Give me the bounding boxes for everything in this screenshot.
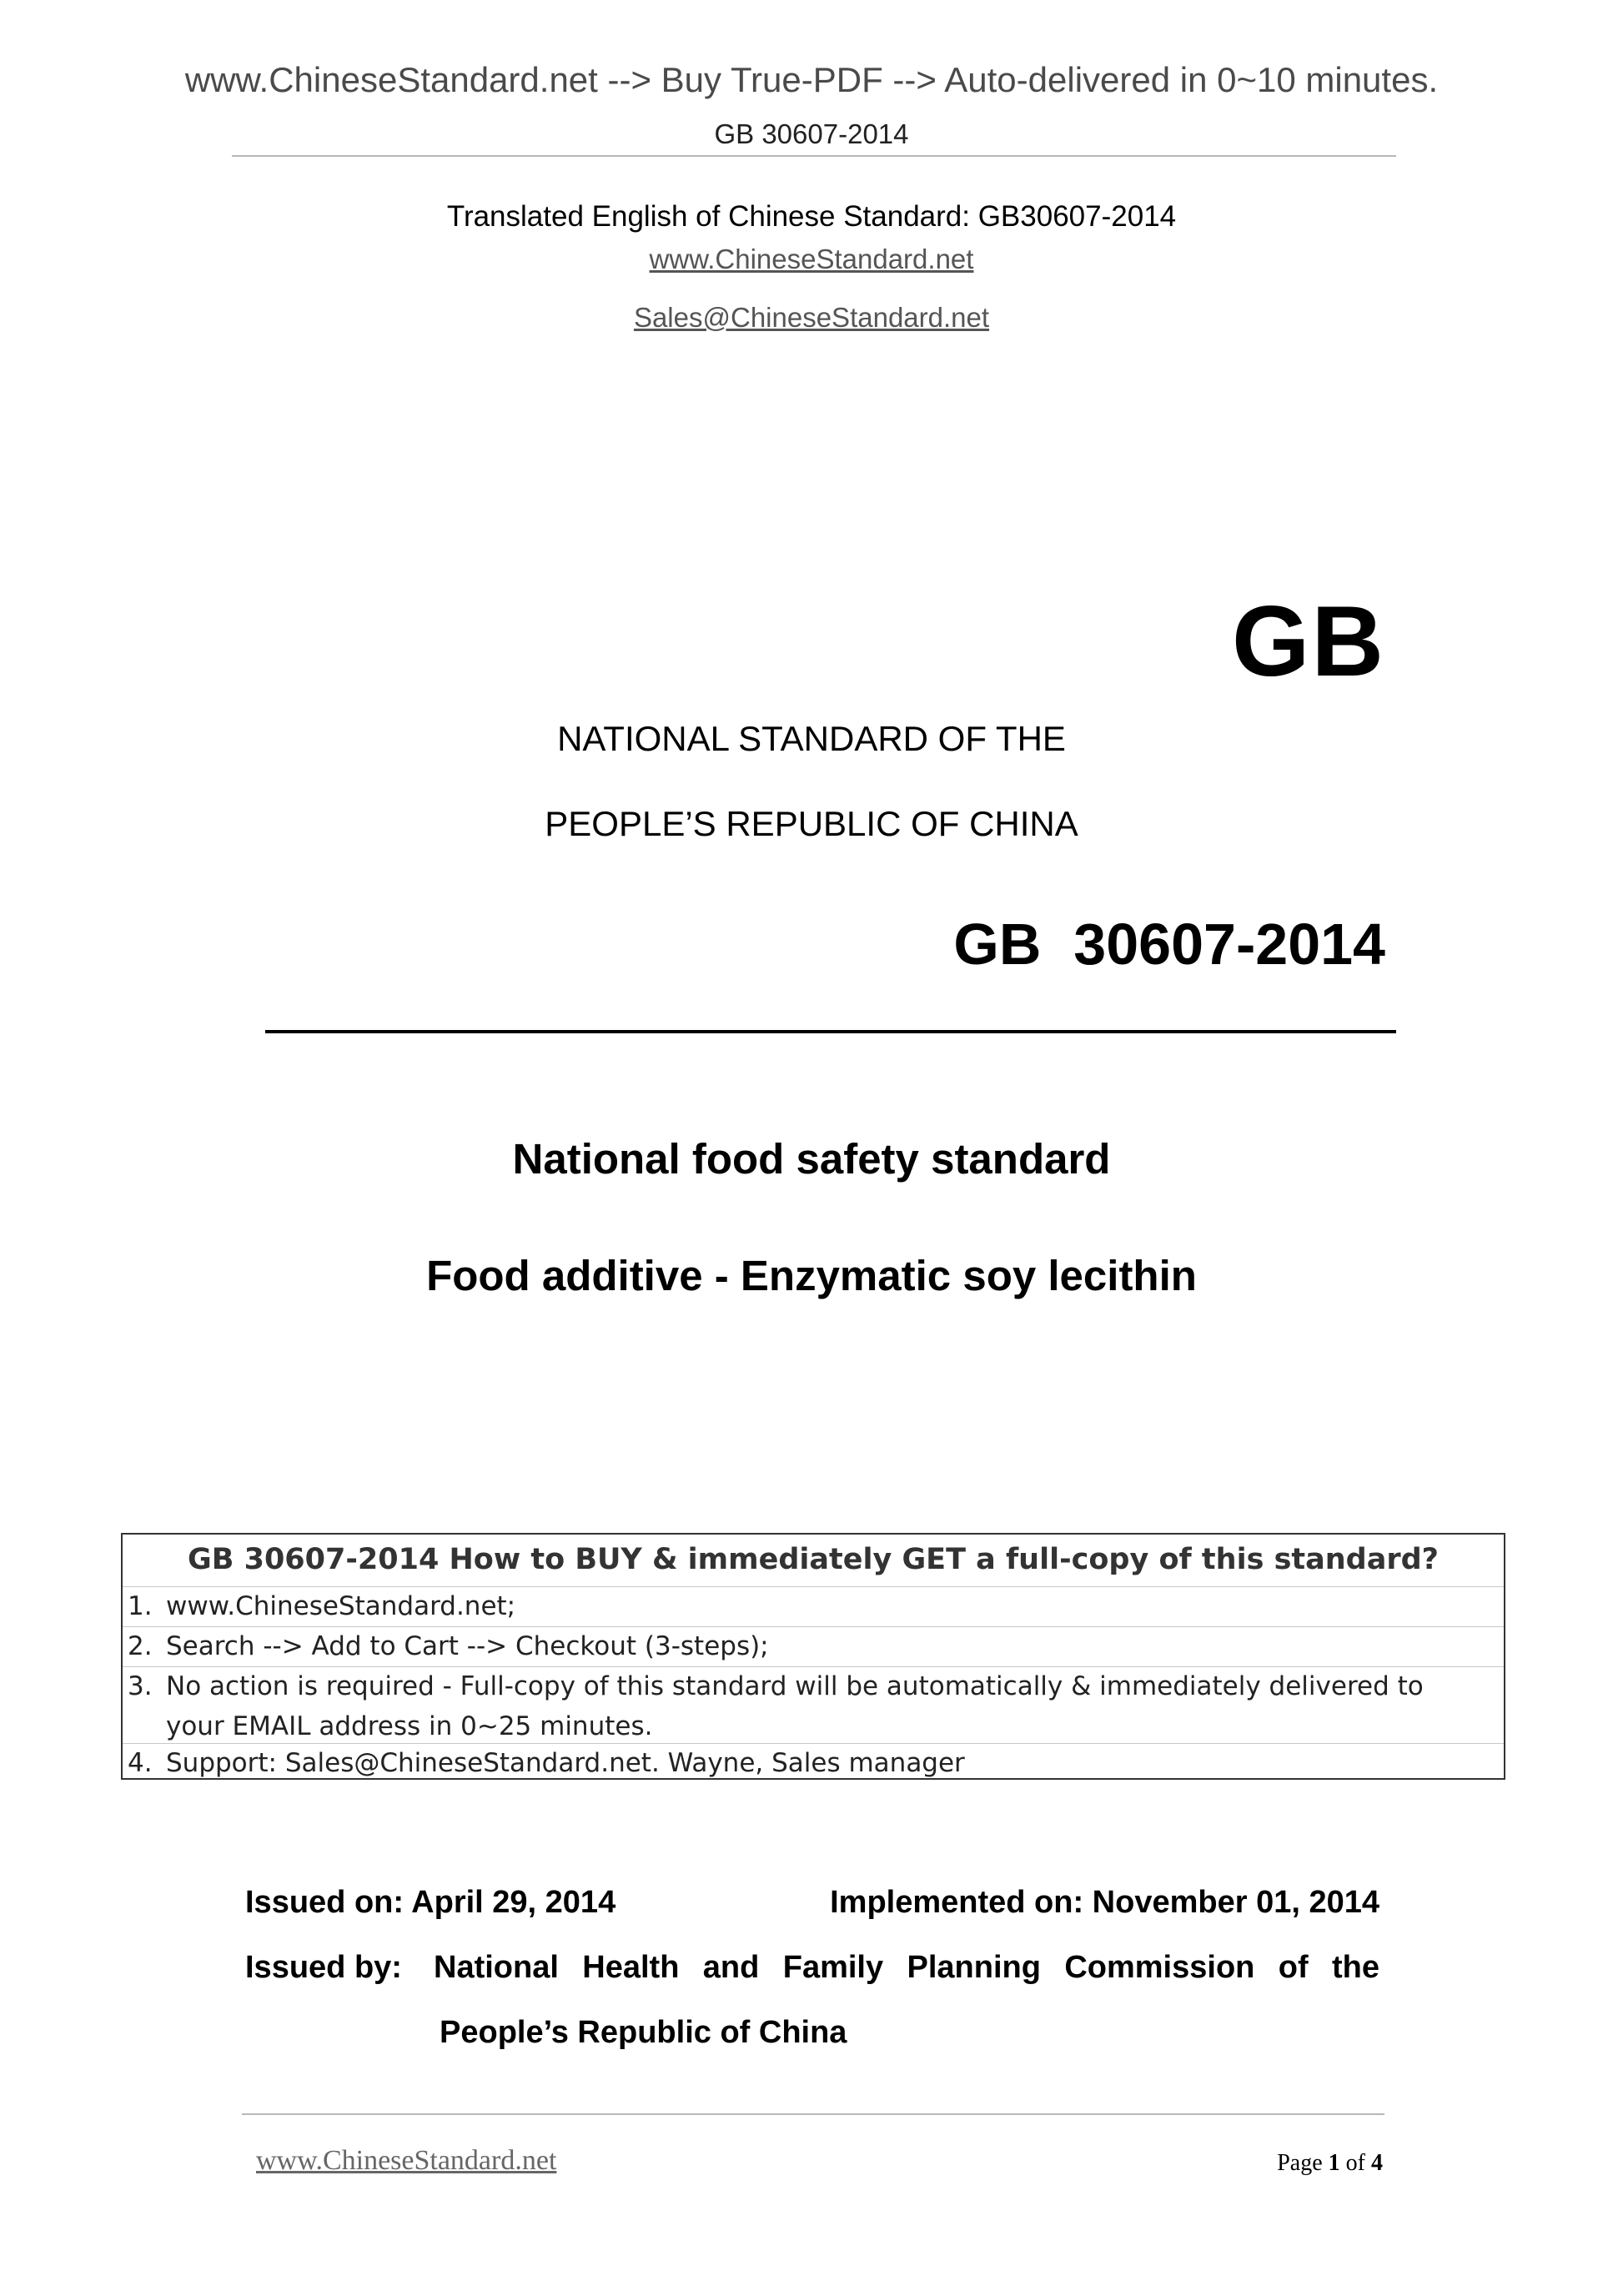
step-text: Search --> Add to Cart --> Checkout (3-steps); xyxy=(166,1631,769,1661)
purchase-info-box xyxy=(121,1533,1505,1780)
issuing-organization xyxy=(434,1950,1379,1986)
gb-mark: GB xyxy=(1232,585,1385,697)
footer-divider xyxy=(242,2113,1384,2115)
issued-on-date: Issued on: April 29, 2014 xyxy=(245,1885,616,1920)
translated-line: Translated English of Chinese Standard: GB30607-2014 xyxy=(446,200,1177,233)
box-row-divider xyxy=(123,1626,1504,1627)
standard-number: GB 30607-2014 xyxy=(953,912,1385,977)
page-number xyxy=(1277,2150,1383,2177)
org-word: and xyxy=(702,1950,760,1985)
site-link[interactable]: www.ChineseStandard.net xyxy=(649,244,974,274)
issued-by-label: Issued by: xyxy=(245,1950,402,1985)
title-divider xyxy=(265,1030,1396,1033)
step-text: your EMAIL address in 0~25 minutes. xyxy=(166,1711,653,1741)
step-text: No action is required - Full-copy of this standard will be automatically & immediately delivered to xyxy=(166,1671,1424,1701)
national-standard-line-1: NATIONAL STANDARD OF THE xyxy=(557,719,1066,758)
box-row-divider xyxy=(123,1586,1504,1587)
page-current: 1 xyxy=(1328,2150,1340,2176)
purchase-step-3 xyxy=(128,1671,1424,1701)
step-number: 1. xyxy=(128,1591,153,1621)
step-number: 4. xyxy=(128,1748,153,1778)
document-title-line-1: National food safety standard xyxy=(512,1135,1111,1183)
box-row-divider xyxy=(123,1666,1504,1667)
org-word: the xyxy=(1332,1950,1379,1985)
page-prefix: Page xyxy=(1277,2150,1329,2176)
purchase-step-4 xyxy=(128,1748,965,1778)
step-number: 2. xyxy=(128,1631,153,1661)
purchase-step-2 xyxy=(128,1631,769,1661)
header-divider xyxy=(232,155,1396,157)
national-standard-line-2: PEOPLE’S REPUBLIC OF CHINA xyxy=(545,804,1078,843)
top-banner: www.ChineseStandard.net --> Buy True-PDF --> Auto-delivered in 0~10 minutes. xyxy=(184,60,1439,99)
org-word: National xyxy=(434,1950,559,1985)
sales-email-container xyxy=(0,302,1623,334)
step-number: 3. xyxy=(128,1671,153,1701)
box-row-divider xyxy=(123,1743,1504,1744)
purchase-box-title: GB 30607-2014 How to BUY & immediately GET a full-copy of this standard? xyxy=(188,1543,1439,1576)
org-word: Health xyxy=(582,1950,680,1985)
issuing-organization-line-2: People’s Republic of China xyxy=(440,2015,847,2050)
step-text: Support: Sales@ChineseStandard.net. Wayne, Sales manager xyxy=(166,1748,965,1778)
org-word: Family xyxy=(782,1950,884,1985)
org-word: Planning xyxy=(907,1950,1041,1985)
page-of: of xyxy=(1339,2150,1371,2176)
purchase-step-3-continued xyxy=(166,1711,652,1741)
header-standard-code: GB 30607-2014 xyxy=(714,118,909,149)
org-word: of xyxy=(1278,1950,1309,1985)
org-word: Commission xyxy=(1064,1950,1255,1985)
step-text[interactable]: www.ChineseStandard.net; xyxy=(166,1591,516,1621)
document-title-line-2: Food additive - Enzymatic soy lecithin xyxy=(426,1252,1197,1299)
page-total: 4 xyxy=(1371,2150,1383,2176)
purchase-step-1 xyxy=(128,1591,515,1621)
footer-site-link[interactable]: www.ChineseStandard.net xyxy=(256,2145,557,2176)
site-link-container xyxy=(0,244,1623,275)
sales-email-link[interactable]: Sales@ChineseStandard.net xyxy=(633,302,990,333)
implemented-on-date: Implemented on: November 01, 2014 xyxy=(830,1885,1379,1920)
